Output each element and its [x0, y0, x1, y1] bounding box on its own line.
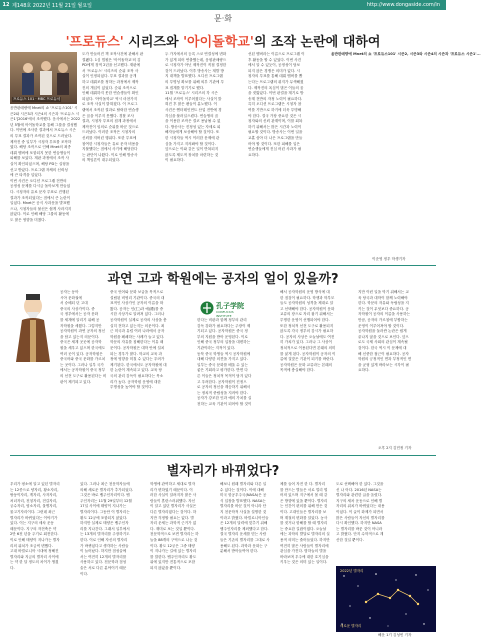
text-line: 지 천문학적 사실을 설명한 것 — [220, 509, 267, 514]
text-line: 다. 재미로 보는 것일 뿐이다. — [150, 526, 196, 531]
text-line: 심을 가지고 지켜봐야 할 것이다. — [165, 141, 216, 146]
text-line: 우리가 평소에 알고 있던 별자리 — [10, 482, 60, 486]
text-line: 여러 곳이 있다. 공자학원은 — [60, 351, 103, 356]
divider-1 — [10, 265, 436, 266]
text-line: 술은 서로 다른 분야이기 때문 — [80, 565, 127, 570]
article1-title — [0, 31, 446, 50]
text-line: 을 이용한 조작은 결코 용납될 수 없 — [165, 119, 221, 124]
text-line: 판이 제기되고 있다. — [60, 379, 92, 384]
text-line: 다. 공자의 사상은 오늘날에도 여전 — [280, 334, 335, 339]
text-line: 이 지나가는 길에 있는 별자리 — [150, 549, 197, 554]
text-line: 주인자리는 11월 29일부터 12월 — [80, 498, 132, 503]
zodiac-sub: 새로운 별자리 — [340, 624, 362, 628]
text-line: 한다. 학문의 자유와 독립성을 지 — [358, 301, 409, 306]
text-line: 해자들에게 보상해야 할 것이다. 또 — [165, 130, 220, 135]
text-line: 으나, 시청자들의 불신은 쉽게 사라지지 — [10, 206, 72, 211]
text-line: 이로 인해 태양이 지나가는 별자 — [10, 537, 60, 542]
text-line: 하고 데뷔조를 정하는 과정에서 제작 — [82, 79, 139, 84]
text-line: 의해 새로운 별자리가 추가되었다. — [80, 487, 134, 492]
text-line: 공자가 강조한 인과 예의 가치를 실 — [197, 396, 252, 401]
text-line: 공자학원이 과연 공자의 정신 — [60, 329, 106, 334]
text-line: 이 알고 있던 별자리가 사실은 — [150, 504, 197, 509]
logo-chinese: 孔子学院 — [216, 301, 244, 310]
text-line: 선고 받았다. 프로그램 자체의 신뢰성 — [10, 167, 68, 172]
text-line: 는 곳이다. 그러나 일부 국가 — [60, 362, 104, 367]
text-line: 이 늘어났다. 하지만 점성술에 — [80, 549, 127, 554]
text-line: 않았다. 이로 인해 해당 그룹의 활동에 — [10, 212, 69, 217]
text-line: 학원을 폐쇄하는 사례가 늘고 있다. — [110, 334, 165, 339]
text-line: 에서 알 수 있듯이, 공정성이 담보 — [248, 63, 300, 68]
text-line: 것이다. 한국 역시 이 문제에 대 — [358, 345, 407, 350]
text-line: 고 선택해야 한다. 공자학원이 문화 — [280, 306, 335, 311]
text-line: 물고기자리이다. 그런데 최근 — [10, 509, 56, 514]
text-line: 수 있다는 것이다. 이에 대해 — [220, 487, 264, 492]
text-line: 않도록 각국 정부의 감시가 필요하 — [280, 329, 334, 334]
text-line: 11월 '프로듀스' 시리즈의 각 시즌 — [165, 91, 218, 96]
text-line: 이라고 밝혔다. 바빌로니아인들 — [220, 515, 269, 520]
text-line: 특히 오디션 프로그램은 시청자 참 — [248, 102, 302, 107]
text-line: 고 우려한다. 공자학원이 진정으 — [197, 379, 247, 384]
section-label: 문·화 — [214, 14, 232, 23]
text-line: 대해 다양한 의견을 가지고 있다. — [197, 357, 248, 362]
text-line: 늘을 88개의 구역으로 나눈 것 — [150, 537, 198, 542]
text-line: 어져 있으며 지구에서 볼 때 같 — [280, 493, 328, 498]
text-line: 처녀자리, 천칭자리, 전갈자리, — [10, 498, 58, 503]
text-line: 한다는 비판과 함께 정부의 관리 — [197, 318, 247, 322]
text-line: 바라보며 우주에 대한 호기심을 — [280, 554, 329, 559]
text-line: 중국은 세계 곳곳에 공자학 — [60, 340, 102, 345]
text-line: 중국의 사상가이다. 중 — [60, 306, 95, 311]
text-line: 를 잃게 된다. 공자학원이 공자의 이 — [280, 351, 336, 356]
article3-col3 — [150, 482, 216, 632]
article1-title-end: 의 조작 논란에 대하여 — [253, 35, 381, 50]
text-line: 실이 인정되었다. 투표 결과를 공개 — [82, 74, 137, 79]
text-line: 다. — [10, 565, 15, 570]
confucius-illustration — [8, 292, 58, 362]
text-line: 를 만드는 별들은 서로 멀리 떨 — [280, 487, 328, 492]
text-line: 학문의 자유를 침해한다는 이유 때 — [110, 340, 164, 345]
text-line: 가 바뀌었다고 생각하는 사람들 — [80, 543, 129, 548]
text-line: 시한 사상가로 알려져 있다. 그러나 — [110, 312, 165, 317]
text-line: 교훈 삼아 더 나은 프로그램을 만들 — [248, 135, 303, 140]
text-line: 음반판매량에 Mnet의 쇼 '프로듀스101' 시 — [10, 106, 78, 110]
text-line: 로 시청자가 아닌 제작진이 직접 결정한 — [165, 63, 227, 68]
text-line: 이번 사건은 오디션 프로그램 전반의 — [10, 178, 67, 183]
text-line: 제기된다. 한국에서도 공자학원에 대 — [110, 362, 167, 367]
photo-caption: 프로듀스 101 · MBC 프로듀서 — [13, 97, 61, 101]
text-line: 뱀주인자리를 제외했다고 한다. — [220, 526, 269, 531]
text-line: 기관이라는 지적이 있다. — [197, 345, 236, 350]
text-line: 키우는 것은 의미 있는 일이다. — [280, 560, 328, 565]
text-line: 동북 중국 학생들 역시 공자학원에 — [197, 351, 251, 356]
text-line: 요하다. — [358, 368, 370, 373]
text-line: 의 선전 도구로 활용된다는 비 — [60, 373, 107, 378]
text-line: 공자는 동아 — [60, 290, 79, 294]
article1-photo — [10, 52, 77, 104]
text-line: 청자의 투표를 통해 데뷔 멤버를 뽑 — [248, 74, 303, 79]
text-line: 교류의 장으로 자리 잡기 위해서는 — [280, 312, 334, 317]
article3-byline: 해운 1기 김성빈 기자 — [378, 633, 412, 637]
issue-info: 제148호 2022년 11월 21일 월요일 — [12, 2, 92, 9]
article2-col4 — [280, 290, 353, 410]
text-line: 국의 관리 감독이 필요하다는 목소 — [110, 373, 164, 378]
text-line: 관심을 가진다. 밤하늘의 별을 — [280, 549, 327, 554]
article2-byline: 오후 2지 김민정 기자 — [378, 446, 412, 450]
text-line: 쌍둥이자리, 게자리, 사자자리, — [10, 493, 58, 498]
text-line: 에 큰 타격을 입었다. — [10, 173, 43, 178]
text-line: 지만 이런 일을 막기 위해서는 교 — [358, 290, 409, 294]
text-line: 서 숭배되 던 고대 — [60, 301, 88, 306]
text-line: 2만 6천 년을 주기로 회전한다. — [10, 532, 59, 537]
text-line: 그것은 바로 뱀주인자리이다. 뱀 — [80, 493, 130, 498]
text-line: 결과가 조작되었다는 점에서 큰 논란이 — [10, 195, 71, 200]
text-line: 만큼, 공자의 가르침에 부합하는 — [358, 317, 408, 322]
article1-col4 — [248, 52, 326, 264]
article2-col5 — [358, 290, 436, 410]
text-line: 공정성 문제를 다시금 돌아보게 만들었 — [10, 184, 71, 189]
text-line: 신뢰를 저버린 행위다. 또한 투표에 — [82, 135, 137, 140]
text-line: 하지만 실제로 태양은 뱀주인자 — [80, 521, 129, 526]
text-line: 두 가지에서의 등록 스코 연결성에 변화 — [165, 52, 227, 56]
text-line: 많은 사람들이 자신의 별자리를 — [336, 515, 385, 520]
text-line: 의 투명성 확보를 위해 외부 기관에 투 — [165, 79, 224, 84]
text-line: 실히 전하고 있는지는 의문이다. 최 — [110, 323, 165, 328]
text-line: 드러났다. 이러한 조작은 시청자의 — [82, 130, 136, 135]
text-line: 중국어와 중국 문화를 가르치 — [60, 357, 106, 362]
text-line: 히 가치가 있다. 그러나 그 사상이 — [280, 340, 332, 345]
text-line: 로 조작 사실이 밝혀졌다. 이 프로그 — [82, 102, 138, 107]
text-line: 일었다. Mnet은 공식 사과문을 발표했 — [10, 201, 70, 206]
text-line: 는 정치적 중립성을 지켜야 한다. — [197, 390, 248, 395]
text-line: 이다. — [80, 571, 89, 576]
text-line: 는 별자리를 바꾼 것이 아니라 — [336, 526, 383, 531]
text-line: 17일 사이에 태양이 지나가는 — [80, 504, 127, 509]
text-line: 이었다. 이 글이 화제가 되면서 — [336, 509, 384, 514]
text-line: 육 당국과 대학이 함께 노력해야 — [358, 295, 408, 300]
text-line: 른 이들은 정치적 목적이 담겨 있다 — [197, 373, 252, 378]
text-line: 은 꿈을 이루지 못했다. 경찰 조사 — [82, 113, 134, 118]
text-line: 되지 않았을 뿐이다. — [150, 565, 182, 570]
text-line: 있다. 이는 지구의 세차 운동 — [10, 521, 54, 526]
text-line: 자리의 위치가 바뀌었다는 내용 — [336, 504, 385, 509]
text-line: 이 필요하다. — [165, 158, 185, 163]
text-line: 는 13개의 별자리를 주장하기도 — [80, 532, 130, 537]
text-line: 의 책임론이 대두되었다. — [82, 158, 121, 163]
text-line: 해 신중한 접근이 필요하다. 공자 — [358, 351, 409, 356]
text-line: 다. 제작진의 욕심이 많은 이들의 꿈 — [248, 85, 304, 90]
article1-col1 — [10, 106, 81, 264]
text-line: 즌1'[2016'에서 조작했다. 음사에서는 2022 — [10, 117, 81, 122]
text-line: 을 균형 있게 바라보는 시각이 필 — [358, 362, 409, 367]
text-line: 별자리와 지금의 별자리 사이에 — [10, 554, 59, 559]
text-line: 운영이 이루어져야 할 것이다. — [358, 323, 405, 328]
text-line: 은 방향에 있을 뿐이다. 별자리 — [280, 498, 328, 503]
divider-2 — [10, 455, 436, 456]
text-line: 야 한다. 결국 가장 중요한 것은 시 — [248, 113, 302, 118]
text-line: 좋은 기회라고 평가한다. 반면 다 — [197, 368, 248, 373]
text-line: 분해서 받아들여야 한다. — [220, 549, 259, 554]
text-line: 람들이 혼란스러워했다. 자신 — [150, 498, 196, 503]
text-line: 있다. 그러나 최근 천문학자들에 — [80, 482, 130, 486]
text-line: PD에게 징역 2년을 선고했다. 재판에 — [82, 63, 141, 68]
text-line: 부의 지원을 받아 운영된다. 이로 — [197, 334, 248, 339]
page-header — [0, 0, 446, 10]
text-line: 서는 여전히 12개의 별자리를 — [80, 554, 127, 559]
article3-col2 — [80, 482, 146, 632]
text-line: 리가 높다. 공자학원 운영에 대한 — [110, 379, 161, 384]
text-line: 다시 확인했다. 하지만 NASA — [336, 521, 382, 526]
text-line: 목적에 충실해야 한다. — [280, 368, 315, 373]
text-line: 천문학적으로 보면 별자리는 하 — [150, 532, 199, 537]
text-line: 가 있게 되어 연출했는데, 음원판매량으 — [165, 57, 227, 62]
text-line: 제작진 중 일부가 시청자 투표를 조작하 — [10, 139, 72, 144]
text-line: 결됐다. 1심 법원은 '아이돌학교'의 김 — [82, 57, 141, 62]
text-line: 지구의 세차 운동으로 인해 별 — [336, 498, 383, 503]
text-line: 또한 정치적 선전 도구로 활용되지 — [280, 323, 334, 328]
text-line: 에서 조작이 이루어졌다는 사실이 밝 — [165, 96, 222, 101]
text-line: 위에 있지만 전통적으로 포함 — [150, 560, 196, 565]
text-line: 감독 강화가 필요하다는 주장이 제 — [197, 323, 251, 328]
article1-byline: 이준영 정우 학생기자 — [372, 257, 406, 261]
text-line: 표적인 사상가인 공자의 이름을 따 — [110, 301, 164, 306]
text-line: 는 약 한 달 정도의 차이가 생겼 — [10, 560, 59, 565]
text-line: 리의 위치가 조금씩 변했다. — [10, 543, 53, 548]
text-line: 황도 12궁에 포함되지 않았다. — [80, 515, 128, 520]
text-line: 램에서 조작된 결과로 탈락한 연습생 — [82, 107, 139, 112]
site-url[interactable]: http://www.dongaside.com/in — [366, 2, 440, 8]
page-number: 12 — [2, 2, 10, 8]
text-line: 진의 개입이 있었다. 순위 조작으로 — [82, 85, 137, 90]
text-line: 투명한 운영이 선행되어야 한다. — [280, 317, 330, 322]
text-line: 리가 변하였기 때문이다. 이 — [150, 487, 193, 492]
text-line: 였다. 해당 조작으로 인해 Mnet의 최종 — [10, 145, 71, 150]
text-line: 원을 세우고 있으며 한국에도 — [60, 345, 106, 350]
article3-col5 — [280, 482, 332, 632]
text-line: 공자학원이 실제로 공자의 사상을 충 — [110, 317, 167, 322]
text-line: 송계 전반의 자정 노력이 필요하다. — [248, 96, 303, 101]
text-line: 체를 들어 자전 한 다. 별자리 — [280, 482, 326, 486]
text-line: 학원의 긍정적인 면과 부정적인 면 — [358, 357, 412, 362]
text-line: 이다. 황도 12궁은 그중 태양 — [150, 543, 195, 548]
text-line: 별자리를 바꾼 것이 아니라 단 — [220, 504, 267, 509]
text-line: 는 판단이 나왔다. 이로 인해 방송사 — [82, 152, 138, 157]
text-line: 각심을 불러일으켰다. 연습생의 꿈 — [165, 113, 219, 118]
text-line: 즌2와 시즌3과 시즌4의 시즌과 '프로듀스 시 — [10, 111, 80, 116]
text-line: 자학원이 공자의 이름을 사용하는 — [358, 312, 411, 317]
text-line: 문이다. 공자학원은 대학 안에 설치 — [110, 345, 165, 350]
text-line: 연습생들에게 진심 어린 사과가 필 — [248, 147, 302, 152]
text-line: 의 투표 결과가 조작된 것으로 드러났다. — [10, 133, 73, 138]
text-line: 다른 별자리였다는 것이다. 하 — [150, 509, 197, 514]
text-line: 참여한 시청자들은 유료 문자 비용을 — [82, 141, 139, 146]
text-line: 않도록 제도적 장치를 마련하는 것 — [165, 152, 219, 157]
text-line: 도가 만들어진 책 조작사건에 관해서 판 — [82, 52, 144, 56]
text-line: 다. 시청자의 유료 문자 투표로 진행된 — [10, 189, 69, 194]
text-line: 이다. 고대인들은 별자리를 보 — [280, 509, 327, 514]
text-line: 실이 확인되었으며, 해당 PD는 실형을 — [10, 161, 70, 166]
text-line: 다. 이번에 조사한 결과에서 프로듀스 시즌 — [10, 128, 76, 133]
text-line: 끝나지 않을 것으로 보인다. 앞으 — [358, 334, 409, 339]
logo-english: CONFUCIUS INSTITUTE — [216, 310, 234, 318]
text-line: 한 시청자들 역시 이러한 문제에 관 — [165, 135, 220, 140]
text-line: 한 논란이 계속되고 있다. 교육 당 — [110, 368, 162, 373]
text-line: 를 말한다. 뱀주인자리도 황도 — [150, 554, 197, 559]
text-line: 어야 할 것이다. 또한 피해를 입은 — [248, 141, 300, 146]
text-line: 키는 것이 무엇보다 중요하다. 공 — [358, 306, 409, 311]
text-line: 하기 위해서는 많은 시간과 노력이 — [248, 124, 302, 129]
text-line: 며 계절의 변화를 알았다. 농사 — [280, 515, 328, 520]
text-line: 공자학원을 둘러싼 논란은 쉽게 — [358, 329, 407, 334]
text-line: 별자리가 바뀌었다는 이야기가 — [10, 515, 58, 520]
text-line: 자학원을 세웠다. 그렇지만 — [60, 323, 102, 328]
article3-col1 — [10, 482, 76, 632]
text-line: 도로 선택해야 한 있다. 그것을 — [336, 482, 384, 486]
text-line: 때문이다. 지구의 자전축은 약 — [10, 526, 57, 531]
text-line: 천하는 교육 기관이 되어야 할 것이 — [197, 401, 252, 406]
text-line: 투명성을 높여야 할 것이다. — [110, 385, 153, 390]
article1-title-quote1: '프로듀스' — [65, 35, 124, 50]
text-line: 에서는 공자학원이 중국 정부 — [60, 368, 106, 373]
text-line: 별자리와 관련한 글을 올렸다. — [336, 493, 383, 498]
text-line: 근 미국과 유럽 여러 나라에서 공자 — [110, 329, 165, 334]
text-line: 한다. 이로 인해 자신의 별자리 — [80, 537, 128, 542]
text-line: 다. 방송사는 진정성 있는 자세로 피 — [165, 124, 221, 129]
text-line: 것이 드러났다. 이후 방송사는 재발 방 — [165, 68, 224, 73]
article1-title-mid: 시리즈와 — [123, 35, 184, 50]
text-line: 궁수자리, 염소자리, 물병자리, — [10, 504, 58, 509]
text-line: 되는 경우가 많다. 학교의 교육 과 — [110, 351, 162, 356]
text-line: 결과, 시청자 투표의 집계 과정에서 — [82, 119, 137, 124]
text-line: 앞으로는 이와 같은 일이 반복되지 — [165, 147, 219, 152]
text-line: 표 집계를 맡기기로 했다. — [165, 85, 205, 90]
text-line: 도 많은 영향을 미쳤다. — [10, 217, 46, 222]
text-line: 학생에 관여하고 세대로 별자 — [150, 482, 196, 486]
text-line: 고대 바빌로니아 시대에 정해진 — [10, 549, 59, 554]
text-line: 필요할 것이다. 방송사는 이번 일을 — [248, 130, 303, 135]
text-line: 결국 별자리 운세를 믿는 사람 — [220, 532, 267, 537]
article1-col2 — [82, 52, 160, 264]
text-line: 공자학원은 문화 교류라는 본래의 — [280, 362, 333, 367]
article3-col4 — [220, 482, 276, 632]
text-line: 들도 공자학원의 성격을 제대로 알 — [280, 301, 334, 306]
text-line: 로 공자의 정신을 계승하기 위해서 — [197, 385, 251, 390]
text-line: 인해 중국 정부의 입장을 대변하는 — [197, 340, 251, 345]
text-line: 지만 걱정할 필요는 없다. 별 — [150, 515, 194, 520]
text-line: 음반판매량에 Mnet의 쇼 '프로듀스101' 시즌2, 시즌3와 시즌4의 시즌과 '프로듀스 시즌1'... — [331, 52, 481, 56]
article1-col3 — [165, 52, 243, 264]
text-line: 은 12개의 달력에 맞추기 위해 — [220, 521, 268, 526]
text-line: 정치적으로 이용된다면 본래의 의미 — [280, 345, 336, 350]
text-line: 고 밝혔다. 단지 수학적으로 계 — [336, 532, 384, 537]
confucius-institute-logo — [200, 300, 250, 316]
text-line: 는 중요한 길잡이였다. 오늘날 — [280, 526, 327, 531]
text-line: 혀진 후 많은 팬들이 분노했다. 이 — [165, 102, 217, 107]
text-line: 사용하고 있다. 천문학과 점성 — [80, 560, 127, 565]
article1-col5 — [331, 52, 481, 252]
text-line: 인해 데뷔하지 못한 연습생들이 확인 — [82, 91, 139, 96]
text-line: 중국 언어와 문화 보급을 목적으로 — [110, 290, 164, 294]
text-line: 을 짓밟았다. 이번 판결을 계기로 방 — [248, 91, 304, 96]
text-line: 서 '프로듀스' 시리즈의 순위 조작 사 — [82, 68, 139, 73]
text-line: 기되고 있다. 공자학원은 중국 정 — [197, 329, 248, 334]
text-line: 제작진이 임의로 순위를 바꾼 것으로 — [82, 124, 139, 129]
text-line: 미국 항공우주국(NASA)은 공 — [220, 493, 267, 498]
article2-title: 과연 고과 학원에는 공자의 얼이 있을까? — [107, 272, 339, 287]
text-line: 는다는 프로그램의 취지가 무색해졌 — [248, 79, 304, 84]
article3-title: 별자리가 바뀌었다? — [166, 464, 280, 479]
text-line: 를 세계에 알리기 위해 공 — [60, 317, 100, 322]
text-line: 들은 기존의 별자리를 그대로 사 — [220, 537, 270, 542]
text-line: 는 인간이 편의를 위해 만든 것 — [280, 504, 328, 509]
text-line: 여를 기반으로 하기에 더욱 투명해 — [248, 107, 302, 112]
text-line: 되지 않은 경쟁은 의미가 없다. 시 — [248, 68, 300, 73]
text-line: 식 입장을 발표했다. NASA는 — [220, 498, 266, 503]
text-line: 지 대책을 발표했다. 오디션 프로그램 — [165, 74, 223, 79]
text-line: 자리 운세는 과학적 근거가 없 — [150, 521, 197, 526]
text-line: 로도 국제 사회의 관심이 계속될 — [358, 340, 408, 345]
text-line: 여전히 많은 사람들이 별자리에 — [280, 543, 329, 548]
text-line: 년 5월에 아이돌학교를 통해 그룹을 결성했 — [10, 122, 78, 127]
text-line: 해보니 원래 별자리와 다른 일 — [220, 482, 267, 486]
text-line: 산한 것일 뿐이다. — [336, 537, 364, 542]
text-line: 국 정부에서는 공자 문화 — [60, 312, 99, 317]
text-line: 청자와의 신뢰 관계이며, 이를 회복 — [248, 119, 303, 124]
article2-col2 — [110, 290, 192, 400]
text-line: 정에 영향을 미칠 수 있다는 우려가 — [110, 357, 165, 362]
text-line: 를 짓거나 항해를 할 때 별자리 — [280, 521, 328, 526]
text-line: 용적 의미는 줄어들었다. 하지만 — [280, 537, 330, 542]
text-line: 별자리이다. 그동안 이 별자리는 — [80, 509, 130, 514]
text-line: 름에 걸맞은 기관이 되기를 바란다. — [280, 357, 335, 362]
text-line: 일부는 중국 문화를 배울 수 있는 — [197, 362, 248, 367]
text-line: 선된 멤버라는 이름으로 프로그램 이 — [248, 52, 305, 56]
article2-col1 — [60, 290, 105, 410]
text-line: 왔다. 공자는 인(仁)과 예(禮)를 중 — [110, 306, 164, 311]
text-line: 설립된 비영리 기관이다. 중국의 대 — [110, 295, 165, 300]
article3-col6 — [336, 482, 436, 562]
text-line: 러한 사실이 알려지자 많은 사 — [150, 493, 197, 498]
text-line: 시아 문화권에 — [60, 295, 82, 300]
text-line: 한 점검이 필요하다. 학생과 학부모 — [280, 295, 335, 300]
text-line: 리를 지나간다. 그래서 일부에서 — [80, 526, 130, 531]
text-line: 요하다. — [248, 152, 260, 157]
text-line: 데뷔 멤버에 포함되지 못한 연습생들이 — [10, 150, 71, 155]
text-line: 을 담고 있는지 의문이다. — [60, 334, 100, 339]
article1-title-quote2: '아이돌학교' — [183, 35, 254, 50]
text-line: 되었다. '아이돌학교' 역시 마찬가지 — [82, 96, 138, 101]
text-line: 용해도 된다. 과학과 문화는 구 — [220, 543, 268, 548]
text-line: 지불했다는 점에서 사기에 해당한다 — [82, 147, 138, 152]
text-line: 해서 공자학원의 운영 방식에 대 — [280, 290, 330, 294]
text-line: 에는 과학의 발달로 별자리의 실 — [280, 532, 330, 537]
text-line: 신 나 아다. 2016년 NASA는 — [336, 487, 382, 492]
zodiac-image — [336, 566, 436, 632]
text-line: 피해를 보았다. 재판 과정에서 조작 사 — [10, 156, 69, 161]
text-line: 후 활동을 할 수 있었다. 이번 사건 — [248, 57, 302, 62]
zodiac-title: 2022년 별자리 — [340, 569, 364, 573]
text-line: 사건은 엔터테인먼트 산업 전반에 경 — [165, 107, 222, 112]
article2-col3 — [197, 318, 275, 410]
text-line: 는 12종으로 양자리, 황소자리, — [10, 487, 59, 492]
